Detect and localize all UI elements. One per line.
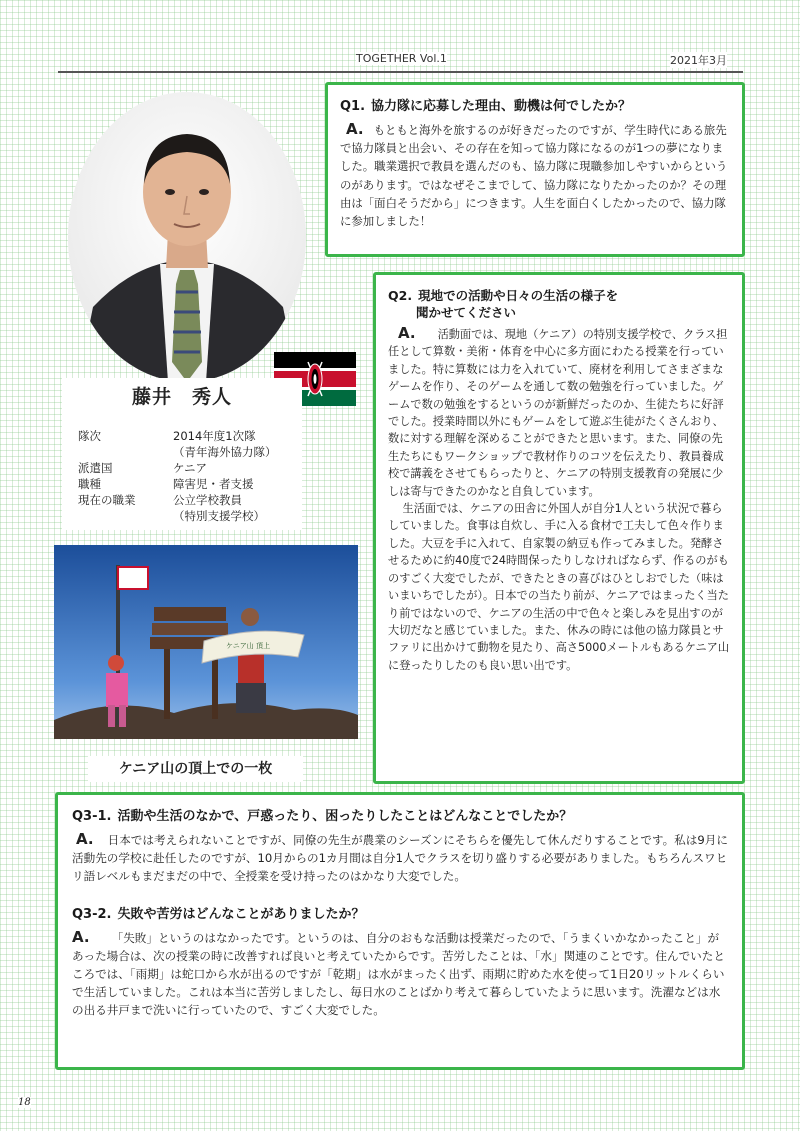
summit-photo	[54, 545, 358, 739]
person-name: 藤井 秀人	[131, 386, 232, 408]
portrait-illustration	[68, 92, 306, 382]
profile-row: 職種 障害児・者支援	[78, 477, 254, 491]
profile-row: 現在の職業 公立学校教員	[78, 493, 242, 507]
q31-answer-mark: A.	[76, 830, 94, 848]
q31-answer	[72, 830, 728, 885]
issue-date: 2021年3月	[670, 54, 727, 67]
profile-row: （青年海外協力隊）	[173, 445, 277, 459]
q2-paragraph1: 活動面では、現地（ケニア）の特別支援学校で、クラス担任として算数・美術・体育を中心に多方面にわたる授業を行っていました。特に算数には力を入れていて、廃材を利用してさまざまなゲームを作り、そのゲームを通して数の勉強を行っていました。ゲームで数の勉強をするというのが新鮮だったのか、生徒たちに好評でした。授業時間以外にもゲームをして遊ぶ生徒がたくさんおり、数に対する理解を深めることができたと思います。また、同僚の先生たちにもワークショップで教材作りのコツを伝えたり、教員養成校で講義をさせてもらったりと、ケニアの特別支援教育の発展に少しは寄与できたのかなと自負しています。	[388, 328, 728, 498]
q1-answer-text: もともと海外を旅するのが好きだったのですが、学生時代にある旅先で協力隊員と出会い、その存在を知って協力隊になるのが1つの夢になりました。職業選択で教員を選んだのも、協力隊に現職参加しやすいからというのがあります。ではなぜそこまでして、協力隊になりたかったのか？その理由は「面白そうだから」につきます。人生を面白くしたかったので、協力隊に参加しました！	[340, 123, 728, 229]
profile-info	[78, 428, 303, 524]
q1-question	[340, 95, 730, 114]
q32-answer	[72, 928, 728, 1019]
q32-answer-mark: A.	[72, 928, 90, 946]
photo-caption: ケニア山の頂上での一枚	[88, 756, 303, 782]
q2-answer-p1	[388, 325, 732, 500]
q31-question	[72, 805, 728, 824]
q1-answer-mark: A.	[346, 120, 364, 138]
banner-text: ケニア山 頂上	[226, 642, 270, 650]
q31-question-text: 活動や生活のなかで、戸惑ったり、困ったりしたことはどんなことでしたか？	[117, 809, 573, 824]
profile-card	[62, 378, 302, 530]
q32-answer-text: 「失敗」というのはなかったです。というのは、自分のおもな活動は授業だったので、「うまくいかなかったこと」があった場合は、次の授業の時に改善すれば良いと考えていたからです。苦労したことは、「水」関連のことです。住んでいたところでは、「雨期」は蛇口から水が出るのですが「乾期」は水がまったく出ず、雨期に貯めた水を使って1日20リットルくらいで生活していました。これは本当に苦労しましたし、毎日水のことばかり考えて暮らしていたように思います。洗濯などは水の出る井戸まで洗いに行っていたので、すごく大変でした。	[72, 931, 725, 1017]
q32-number: Q3-2.	[72, 907, 112, 922]
q2-answer-mark: A.	[398, 324, 416, 342]
q1-panel	[325, 82, 745, 257]
q3-panel	[55, 792, 745, 1070]
portrait-photo	[68, 92, 306, 382]
q1-answer	[340, 120, 730, 230]
profile-row: 隊次 2014年度1次隊	[78, 429, 256, 443]
q2-question-line2: 聞かせてください	[416, 305, 517, 320]
header-rule	[58, 71, 743, 73]
q1-question-text: 協力隊に応募した理由、動機は何でしたか？	[371, 99, 632, 114]
page-number: 18	[18, 1097, 31, 1108]
q2-answer-p2: 生活面では、ケニアの田舎に外国人が自分1人という状況で暮らしていました。食事は自炊し、手に入る食材で工夫して色々作りました。大豆を手に入れて、自家製の納豆も作ってみました。発酵させるために約40度で24時間保ったりしなければならず、作るのがものすごく大変でしたが、できたときの喜びはひとしおでした（味はいまいちでしたが）。日本での当たり前が、ケニアではまったく当たり前ではないので、ケニアの生活の中で色々と楽しみを見出すのが大切だなと感じていました。また、休みの時には他の協力隊員とサファリに出かけて動物を見たり、高さ5000メートルもあるケニア山に登ったりしたのも良い思い出です。	[388, 502, 730, 672]
q31-number: Q3-1.	[72, 809, 112, 824]
summit-illustration	[54, 545, 358, 739]
q32-question	[72, 903, 728, 922]
q1-number: Q1.	[340, 99, 366, 114]
q32-question-text: 失敗や苦労はどんなことがありましたか？	[117, 907, 365, 922]
profile-row: 派遣国 ケニア	[78, 461, 208, 475]
q2-question-line1: 現地での活動や日々の生活の様子を	[418, 288, 619, 303]
profile-row: （特別支援学校）	[173, 509, 265, 523]
q31-answer-text: 日本では考えられないことですが、同僚の先生が農業のシーズンにそちらを優先して休んだりすることです。私は9月に活動先の学校に赴任したのですが、10月からの1カ月間は自分1人でクラスを切り盛りする必要がありました。もちろんスワヒリ語レベルもまだまだの中で、全授業を受け持ったのはかなり大変でした。	[72, 833, 728, 883]
magazine-title: TOGETHER Vol.1	[356, 52, 447, 65]
q2-panel	[373, 272, 745, 784]
q2-number: Q2.	[388, 288, 413, 303]
q2-question	[388, 287, 732, 321]
